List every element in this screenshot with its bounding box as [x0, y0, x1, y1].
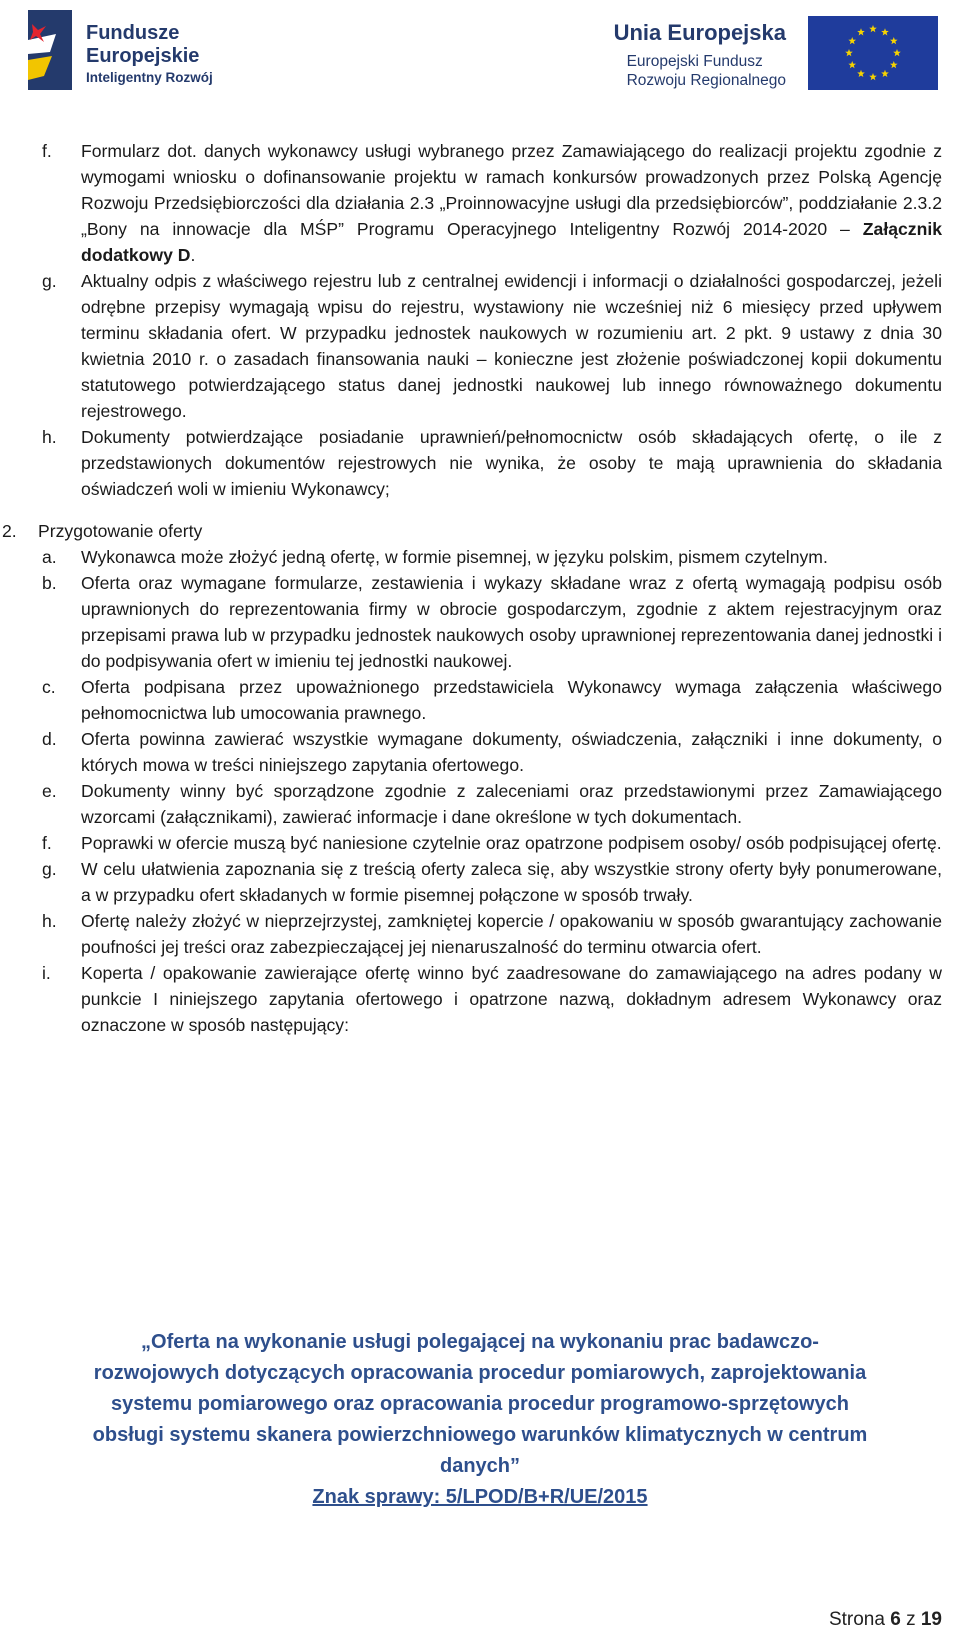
fe-logo-line2: Europejskie: [86, 45, 200, 67]
item-text: Wykonawca może złożyć jedną ofertę, w formie pisemnej, w języku polskim, pismem czytelnym.: [81, 547, 828, 567]
item-text: W celu ułatwienia zapoznania się z treścią oferty zaleca się, aby wszystkie strony oferty były ponumerowane, a w przypadku ofert składanych w formie pisemnej połączone w sposób trwały.: [81, 859, 942, 905]
list-item: [0, 674, 960, 726]
item-marker: h.: [42, 427, 57, 447]
item-text: Formularz dot. danych wykonawcy usługi wybranego przez Zamawiającego do realizacji projektu zgodnie z wymogami wniosku o dofinansowanie projektu w ramach konkursów prowadzonych przez Polską Agencję Rozwoju Przedsiębiorczości dla działania 2.3 „Proinnowacyjne usługi dla przedsiębiorców”, poddziałanie 2.3.2 „Bony na innowacje dla MŚP” Programu Operacyjnego Inteligentny Rozwój 2014-2020 –: [81, 141, 942, 239]
fundusze-europejskie-emblem-icon: [26, 10, 74, 90]
list-item: [0, 830, 960, 856]
offer-envelope-label: [0, 1327, 960, 1513]
item-marker: b.: [42, 573, 57, 593]
item-marker: c.: [42, 677, 56, 697]
item-text: Oferta oraz wymagane formularze, zestawienia i wykazy składane wraz z ofertą wymagają podpisu osób uprawnionych do reprezentowania firmy w obrocie gospodarczym, zgodnie z aktem rejestracyjnym oraz przepisami prawa lub w przypadku jednostek naukowych osoby uprawnionej reprezentowania danej jednostki i do podpisywania ofert w imieniu tej jednostki naukowej.: [81, 573, 942, 671]
total-pages: 19: [920, 1609, 942, 1630]
item-marker: h.: [42, 911, 57, 931]
list-item: [0, 268, 960, 424]
list-item: [0, 856, 960, 908]
document-body: [0, 138, 960, 1038]
ue-logo-title: Unia Europejska: [613, 20, 786, 45]
item-tail: .: [190, 245, 196, 265]
item-marker: g.: [42, 859, 57, 879]
list-item: [0, 778, 960, 830]
page-separator: z: [906, 1609, 916, 1630]
item-marker: a.: [42, 547, 57, 567]
item-text: Oferta podpisana przez upoważnionego przedstawiciela Wykonawcy wymaga załączenia właściwego pełnomocnictwa lub umocowania prawnego.: [81, 677, 942, 723]
offer-line: danych”: [439, 1455, 521, 1477]
item-text: Poprawki w ofercie muszą być naniesione czytelnie oraz opatrzone podpisem osoby/ osób podpisującej ofertę.: [81, 833, 942, 853]
page-number: [829, 1609, 942, 1631]
item-text: Dokumenty winny być sporządzone zgodnie z zaleceniami oraz przedstawionymi przez Zamawiającego wzorcami (załącznikami), zawierać informacje i dane określone w tych dokumentach.: [81, 781, 942, 827]
list-item: [0, 544, 960, 570]
list-item: [0, 138, 960, 268]
ue-logo-line1: Europejski Fundusz: [626, 53, 763, 70]
item-text: Oferta powinna zawierać wszystkie wymagane dokumenty, oświadczenia, załączniki i inne dokumenty, o których mowa w treści niniejszego zapytania ofertowego.: [81, 729, 942, 775]
current-page: 6: [890, 1609, 901, 1630]
unia-europejska-logo: [608, 10, 938, 90]
item-marker: f.: [42, 141, 52, 161]
list-item: [0, 960, 960, 1038]
list-item: [0, 726, 960, 778]
offer-line: obsługi systemu skanera powierzchniowego warunków klimatycznych w centrum: [92, 1424, 868, 1446]
eu-flag-icon: [808, 16, 938, 90]
item-marker: i.: [42, 963, 51, 983]
item-text: Koperta / opakowanie zawierające ofertę winno być zaadresowane do zamawiającego na adres podany w punkcie I niniejszego zapytania ofertowego i opatrzone nazwą, dokładnym adresem Wykonawcy oraz oznaczone w sposób następujący:: [81, 963, 942, 1035]
offer-line: systemu pomiarowego oraz opracowania procedur programowo-sprzętowych: [111, 1393, 849, 1415]
item-marker: d.: [42, 729, 57, 749]
fe-logo-line3: Inteligentny Rozwój: [86, 70, 213, 85]
case-reference: Znak sprawy: 5/LPOD/B+R/UE/2015: [312, 1486, 648, 1508]
item-text: Aktualny odpis z właściwego rejestru lub z centralnej ewidencji i informacji o działalności gospodarczej, jeżeli odrębne przepisy wymagają wpisu do rejestru, wystawiony nie wcześniej niż 6 miesięcy przed upływem terminu składania ofert. W przypadku jednostek naukowych w rozumieniu art. 2 pkt. 9 ustawy z dnia 30 kwietnia 2010 r. o zasadach finansowania nauki – konieczne jest złożenie poświadczonej kopii dokumentu statutowego potwierdzającego status danej jednostki naukowej lub innego równoważnego dokumentu rejestrowego.: [81, 271, 942, 421]
item-text: Dokumenty potwierdzające posiadanie uprawnień/pełnomocnictw osób składających ofertę, o ile z przedstawionych dokumentów rejestrowych nie wynika, że osoby te mają uprawnienia do składania oświadczeń woli w imieniu Wykonawcy;: [81, 427, 942, 499]
list-item: [0, 570, 960, 674]
section-marker: 2.: [2, 521, 17, 541]
page-prefix: Strona: [828, 1609, 885, 1630]
list-item: [0, 908, 960, 960]
ue-logo-line2: Rozwoju Regionalnego: [626, 72, 786, 89]
offer-line: „Oferta na wykonanie usługi polegającej na wykonaniu prac badawczo-: [141, 1331, 819, 1353]
item-marker: e.: [42, 781, 57, 801]
item-text: Ofertę należy złożyć w nieprzejrzystej, zamkniętej kopercie / opakowaniu w sposób gwarantujący zachowanie poufności jej treści oraz zabezpieczającej jej nienaruszalność do terminu otwarcia ofert.: [81, 911, 942, 957]
section-heading: [0, 518, 960, 544]
fundusze-europejskie-logo: [26, 8, 226, 92]
section-title: Przygotowanie oferty: [38, 521, 203, 541]
fe-logo-line1: Fundusze: [86, 22, 180, 44]
item-marker: f.: [42, 833, 52, 853]
item-marker: g.: [42, 271, 57, 291]
offer-line: rozwojowych dotyczących opracowania procedur pomiarowych, zaprojektowania: [93, 1362, 867, 1384]
item-bold-text: Załącznik dodatkowy D: [81, 219, 942, 265]
list-item: [0, 424, 960, 502]
